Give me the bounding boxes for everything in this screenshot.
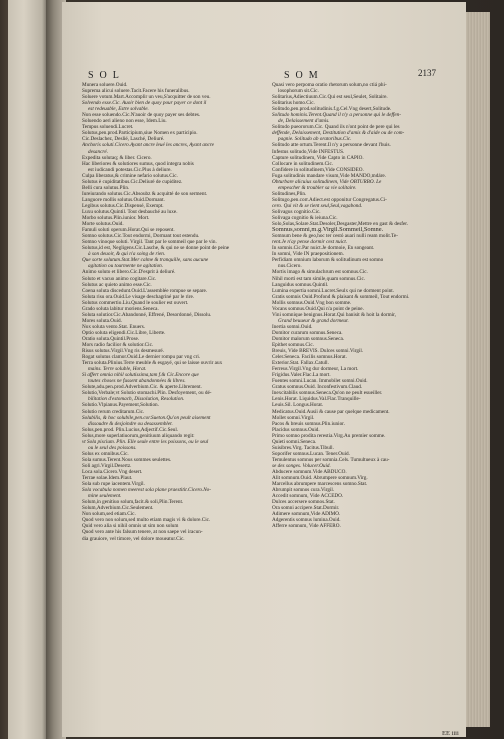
text-line: bilitation d'estomach, Dissolution, Resolution. (88, 396, 185, 403)
text-line: Morbo solutus.Plin.iunior. Mort. (82, 215, 150, 222)
text-line: Terrae solae.Idem.Plaut. (82, 475, 133, 482)
text-line: desancré. (88, 148, 109, 155)
text-line: Celer.Seneca. Facilis somnus.Horat. (272, 354, 347, 361)
text-line: Vini somnique benignus.Horat.Qui banisit & hoit la dormir, (272, 311, 396, 318)
text-line: Placidus somnus.Ouid. (272, 426, 320, 433)
text-line: Temulentus somnus per somnia.Cels. Tumultueux à cau- (272, 456, 390, 463)
text-line: Alit somnum.Ouid. Abrumpere somnum.Virg. (272, 475, 368, 482)
text-line: Solitudo atte ortum.Terent.Il n'y a personne devant l'huis. (272, 142, 391, 149)
text-line: Lumina expertia somni.Lucret.Seulx qui ne dorment point. (272, 287, 395, 294)
text-line: Exterior.Stat. Fallax.Catull. (272, 360, 329, 367)
text-line: Solutus commertio.Liu.Quand le soulier est ouvert. (82, 299, 189, 306)
text-line: Solus,more superlatiuorum,genitiuum aliquando regit: (82, 432, 195, 439)
text-line: est redeuable, Estre solvable. (88, 106, 149, 113)
text-line: Solus ex omnibus.Cic. (82, 450, 129, 457)
running-head-right: SOM (284, 70, 324, 81)
text-line: Solvendo esse.Cic. Auoir bien de quoy pour payer ce dont il (82, 100, 207, 107)
text-line: Accedit somnum, Vide ACCEDO. (272, 493, 344, 500)
text-line: Solitudo hominis.Terent.Quand il n'y a personne qui le deffen- (272, 112, 401, 119)
text-line: losophorum sit.Cic. (278, 88, 319, 95)
text-line: Abrumpit somnos cura.Virgil. (272, 487, 335, 494)
text-line: de, Delaissement d'amis. (278, 118, 330, 125)
text-line: Nox soluta vento.Stat. Enuers. (82, 323, 146, 330)
text-line: Vocans somnus.Ouid.Qui n'a point de peine. (272, 305, 364, 312)
text-line: In somnis.Cic.Par nuict.Je dormoie, En songeant. (272, 245, 375, 252)
text-line: Solutus ac quieto animo esse.Cic. (82, 281, 152, 288)
text-line: Infestus solitudo,Vide INFESTUS. (272, 148, 345, 155)
text-line: Solutio,Verbale;vt Solutio stomachi.Plin. Desfoyement, ou dé- (82, 390, 212, 397)
text-line: Belli cura solutus.Plin. (82, 184, 130, 191)
text-line: Sola sumus.Terent.Nous sommes seulettes. (82, 456, 172, 463)
text-line: Solutus,pen.prod.Participium,siue Nomen ex participio. (82, 130, 198, 137)
text-line: pagnie. Solitudo ab oratoribus.Cic. (278, 136, 352, 143)
text-line: Terra soluta.Plinius.Terre meuble & esgayé, qui se laisse ouvrir aux (82, 360, 223, 367)
text-line: Inexcitabilis somnus.Seneca.Qu'on ne peult esueiller. (272, 390, 383, 397)
text-line: se des songes. Volucer.Ouid. (272, 462, 331, 469)
text-line: Capture solitudinem, Vide Capto in CAPIO. (272, 154, 364, 161)
text-line: rent.Je n'ay pense dormir cest nuict. (272, 239, 348, 246)
text-line: Risus solutus.Virgil.Vng ris desmesuré. (82, 348, 165, 355)
text-line: Nihil morti est tam simile,quam somnus.Cic. (272, 275, 366, 282)
text-line: Quod vero non solum,sed multo etiam magis vi & dolore.Cic. (82, 517, 211, 524)
text-line: Somnum bene & geo,hoc ter cestó auari nulli ream molit.Te- (272, 233, 398, 240)
text-line: Pacos & breuis somnus.Plin.iunior. (272, 420, 345, 427)
text-line: est iudicandi potestas.Cic.Plus à deliure. (88, 166, 172, 173)
text-line: cero. Qui vit & se tient seul,Seul,vagabond. (272, 202, 363, 209)
text-line: Suisibres.Virg. Tacitus.Tibull. (272, 444, 334, 451)
text-line: Fuentes somni.Lucan. Immobilet somni.Ouid. (272, 378, 368, 385)
text-line: Solivaga cognitio & ieiuna.Cic. (272, 215, 338, 222)
text-line: Iureiurando solutus.Cic.Absoubz & acquitté de son serment. (82, 190, 208, 197)
text-line: Inertia somni.Ouid. (272, 323, 313, 330)
text-line: Quasi vero perpoma oratio rhetorum solum,no ctiá phi- (272, 82, 387, 88)
text-line: Solutus è cupiditatibus.Cic.Deliuré de cupiditez. (82, 178, 183, 185)
text-line: Gratus somnus.Ouid. Inconfestivum.Claud. (272, 384, 363, 391)
text-line: Solo,Solas,Solare.Stat.Desoler,Desgaster,Mettre en gast & desfer. (272, 221, 409, 228)
text-line: Luxu solutus.Quintil. Tout desbauché au luxe. (82, 208, 178, 215)
text-line: Anchoris soluti.Cicero.Ayant ancre leué les ancres, Ayant ancre (82, 142, 214, 149)
text-line: Culpa liberatus,& crimine nefario solutus.Cic. (82, 172, 178, 179)
text-line: Solitudo pueororum.Cic. Quand ils n'ont point de pere qui les (272, 124, 400, 131)
text-line: Dulces accersere somnos.Stat. (272, 499, 335, 506)
text-line: Medicatus.Ouid.Ausii & cause par quelque medicament. (272, 408, 390, 415)
text-line: Non solum,sed etiam.Cic. (82, 511, 136, 518)
text-line: Marcellus abrumpere marcescens somno.Stat. (272, 481, 368, 488)
text-line: Munera soluere.Ouid. (82, 82, 128, 88)
text-line: mine seulement. (88, 493, 122, 500)
text-line: ou le seul des poissons. (88, 444, 137, 451)
text-line: Loca sola.Cicero.Vng desert. (82, 469, 143, 475)
text-line: Mors radio facilior & solutior.Cic. (82, 342, 154, 349)
text-line: Que sorte solutum.Stat.Mer calme & tranquille, sans aucune (82, 257, 209, 264)
text-line: Mollet somni.Virgil. (272, 414, 315, 421)
text-line: Breuis, Vide BREVIS. Dulces somni.Virgil. (272, 348, 364, 355)
text-line: Obturbare alicuius solitudinem, Vide OBTURBO. Le (272, 178, 382, 185)
text-line: vt Sola piscium. Plin. Elle seule entre les poissons, ou le seul (82, 438, 209, 445)
right-text-column (272, 82, 440, 529)
text-line: Soluendo aeri alieno non esse, Idem.Liu. (82, 118, 167, 125)
text-line: Solutio.Vlpianus.Payement,Solution. (82, 402, 159, 409)
text-line: Si affert omnia nihil solutissima,tam f.& Cic.Encore que (82, 372, 199, 379)
text-line: Solutio rerum creditarum.Cic. (82, 408, 145, 415)
text-line: Perfidiam omnium laborum & solitudinum est somno (272, 257, 384, 264)
text-line: Ferreus.Virgil.Vng dur dormeur, La mort. (272, 366, 359, 373)
text-line: Soluta solutior.Cic.Abandonné, Effrené, Desordonné, Dissolu. (82, 311, 212, 318)
text-line: empescher & troubler sa vie solitaire. (278, 184, 357, 191)
text-line: Quieti somni.Seneca. (272, 438, 317, 445)
text-line: Somno solutus.Cic.Tout endormi, Dormant tout estendu. (82, 233, 200, 240)
text-line: Quid vero alia si nihil omnis ut sim non solum (82, 523, 179, 530)
page-stack-edge (466, 12, 490, 727)
facing-page-edge (8, 0, 48, 739)
text-line: Solutus,id est, Negligens.Cic.Lasche, & qui ne se donne point de peine (82, 245, 230, 252)
text-line: Grado soluta labitur moriens.Seneca. (82, 305, 159, 312)
running-head-left: SOL (88, 70, 125, 81)
text-line: Primo somno prodita rerestia.Virg.Au premier somme. (272, 432, 386, 439)
text-line: toutes choses ne fussent abandonnées & libres. (88, 378, 186, 385)
text-line: Solitudo,pen.prod.solitudinis.f.g.Cel.Vng desert,Solitude. (272, 106, 392, 113)
text-line: Solitarius,Adiectiuum.Cic.Qui est seul,Seulet, Solitaire. (272, 94, 388, 101)
text-line: Hac liberiores & solutiores sumus, quod integra nobis (82, 160, 194, 167)
text-line: Collocare in solitudinem.Cic. (272, 160, 334, 167)
text-line: Adimere somnum,Vide ADIMO. (272, 511, 341, 518)
text-line: Soluto et vacuo animo cogitare.Cic. (82, 275, 157, 282)
text-line: Domitor curarum somnus.Seneca. (272, 329, 343, 336)
text-line: Soporifer somnus.Lucan. Tener.Ouid. (272, 450, 350, 457)
text-line: Solute,adu.pen.prod.Adverbium.Cic. & aperte.Librement. (82, 384, 202, 391)
text-line: Optio soluta eligendi.Cic.Libre, Liberte. (82, 329, 166, 336)
text-line: agitation ou tourmente ne agitation. (88, 263, 164, 270)
text-line: Lenis.Horat. Liquidus.Val.Flac.Tranquille- (272, 396, 361, 403)
text-line: Frigidus.Valer.Flac.La mort. (272, 372, 331, 379)
text-line: Leuis.Sil. Longus.Horat. (272, 402, 324, 409)
text-line: Adgerentis somnus lumina.Ouid. (272, 517, 341, 524)
text-line: Coena soluta discedunt.Ouid.L'assemblée rompue se separe. (82, 287, 208, 294)
text-line: Somnus,somni,m.g.Virgil.Sommeil,Somne. (272, 227, 384, 234)
text-line: Abducere somnum.Vide ABDUCO. (272, 469, 347, 475)
book-page (62, 2, 466, 737)
text-line: Mollis somnus.Ouid.Vng bon somme. (272, 299, 352, 306)
text-line: Solus,pen.prod. Plin.Lucius,Adjectif.Cic.Seul. (82, 426, 179, 433)
text-line: à son deuoir, & qui n'a soing de rien. (88, 251, 166, 258)
text-line: Morte solutus.Ouid. (82, 221, 124, 228)
text-line: mains. Terre soluble, Horat. (88, 366, 147, 373)
text-line: Solum,in genitiuo solum,facit.& soli,Plin.Terent. (82, 499, 184, 506)
text-line: Solitarius homo.Cic. (272, 100, 315, 107)
folio-number: 2137 (418, 68, 436, 78)
text-line: Confidere in solitudinem,Vide CONSIDEO. (272, 166, 364, 173)
text-line: dia grauiore, vel timore, vel dolore moueatur.Cic. (82, 535, 185, 542)
text-line: Mores soluta.Ouid. (82, 317, 122, 324)
text-line: Solubilis, & hoc solubile,pen.cor.Sueton.Qu'on peult aisement (82, 414, 211, 421)
text-line: Languidus somnus.Quintil. (272, 281, 329, 288)
signature-mark: EE iiii (442, 730, 459, 737)
text-line: Ora somni accipere.Stat.Dormir. (272, 505, 340, 512)
text-line: Sola vocabula nomen meerest sola plane praestitit.Cicero.No- (82, 487, 211, 494)
text-line: Solitudines,Plin. (272, 190, 307, 197)
text-line: Legibus solutus.Cic.Dispensé, Exempt. (82, 202, 164, 209)
text-line: Gratis somnis Ouid.Profond & plaisant & sommeil, Tout endormi. (272, 293, 410, 300)
text-line: Expedita solutaq; & liber. Cicero. (82, 154, 152, 161)
text-line: Soluere votum.Mart.Accomplir un veu,S'acquitter de son veu. (82, 94, 211, 101)
text-line: Non esse soluendo.Cic.N'auoir de quoy payer ses debtes. (82, 112, 201, 119)
text-line: Suprema alicui soluere.Tacit.Facere his funeralibus. (82, 88, 190, 95)
text-line: Animo soluto et libero.Cic.D'esprit à deliuré. (82, 269, 176, 276)
text-line: In somni, Vide IN praepositionem. (272, 251, 344, 258)
text-line: Somno vinoque soluti. Virgil. Tant par le sommeil que par le vin. (82, 239, 217, 246)
text-line: Afferre somnum, Vide AFFERO. (272, 523, 341, 530)
text-line: Mortis imago & simulachrum est somnus.Cic. (272, 269, 368, 276)
text-line: Fuga solitudinis mandare visum,Vide MANDO,mdáre. (272, 172, 386, 179)
text-line: Oratio soluta.Quintil.Prose. (82, 335, 140, 342)
left-text-column (82, 82, 250, 542)
text-line: deffende, Delaissement, Destitution d'amis & d'aide ou de com- (272, 130, 405, 137)
text-line: Cic.Deslachez, Deslié, Lasché, Deliuré. (82, 136, 165, 143)
text-line: Quod vero ante his falsum tenere, at non saepe vel iracun- (82, 529, 203, 536)
text-line: Solivagus cognitio.Cic. (272, 208, 321, 215)
text-line: Languore mollis solutus.Ouid.Dormant. (82, 196, 165, 203)
text-line: Sola sub rupe iacentem.Virgil. (82, 481, 145, 488)
text-line: Rogat solutus clamor.Ouid.Le dernier rompu par vng cri. (82, 354, 201, 361)
text-line: Famuli soluti operum.Horat.Qui se reposent. (82, 227, 175, 234)
text-line: Solum,Adverbium.Cic.Seulement. (82, 505, 154, 512)
text-line: nus.Cicero. (278, 263, 302, 270)
text-line: Soli agri.Virgil.Desertz. (82, 462, 132, 469)
text-line: dissoudre & desjoindre ou desassembler. (88, 420, 173, 427)
text-line: Tempus soluendi.Lucret. (82, 124, 134, 131)
text-line: Grand beuueur & grand dormeur. (278, 317, 349, 324)
text-line: Epithet somnus.Cic. (272, 342, 314, 349)
text-line: Solitugo,pen.corr.Adiect.est opponitur Congregatus.Ci- (272, 196, 387, 203)
text-line: Domitor malorum somnus.Seneca. (272, 335, 345, 342)
text-line: Soluta risu ora.Ouid.Le visage deschagriné par le rire. (82, 293, 195, 300)
